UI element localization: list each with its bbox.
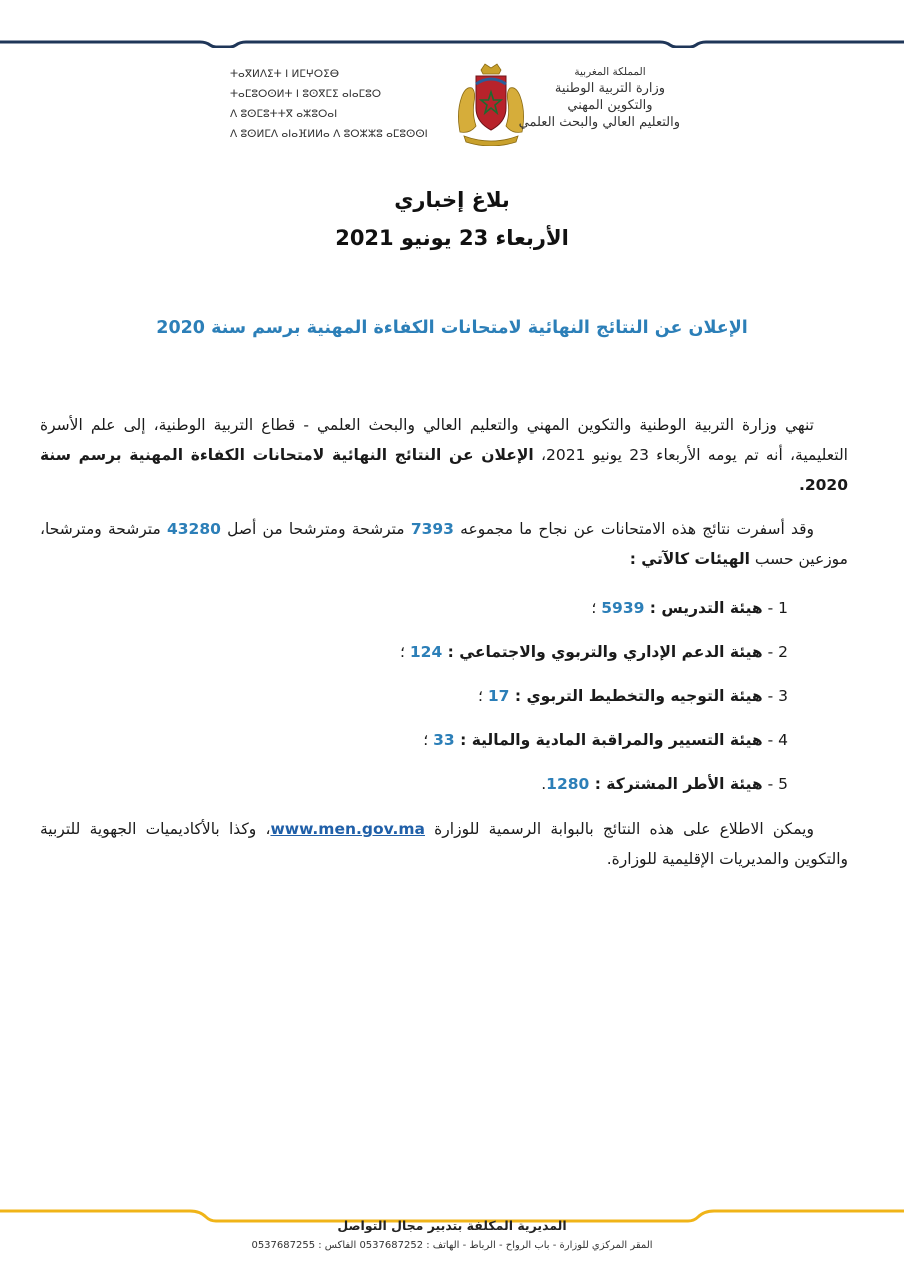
- tifinagh-line: ⵜⴰⴳⵍⴷⵉⵜ ⵏ ⵍⵎⵖⵔⵉⴱ: [230, 68, 340, 80]
- results-suffix: مترشحة ومترشحا، موزعين حسب: [40, 520, 848, 568]
- total-candidates: 43280: [166, 520, 221, 538]
- intro-bold-announcement: الإعلان عن النتائج النهائية لامتحانات الكفاءة المهنية برسم سنة 2020.: [40, 446, 848, 494]
- item-label: هيئة الدعم الإداري والتربوي والاجتماعي :: [442, 643, 763, 661]
- list-item: [40, 762, 848, 806]
- intro-line-1: تنهي وزارة التربية الوطنية والتكوين المهني والتعليم العالي والبحث العلمي - قطاع التربية الوطنية،: [153, 416, 814, 434]
- ministry-website-link[interactable]: www.men.gov.ma: [270, 820, 425, 838]
- passed-count: 7393: [410, 520, 454, 538]
- item-end: ؛: [423, 731, 434, 749]
- coat-of-arms-emblem: [454, 62, 528, 146]
- footer-address: المقر المركزي للوزارة - باب الرواح - الرباط - الهاتف : 0537687252 الفاكس : 0537687255: [251, 1240, 653, 1251]
- tifinagh-line: ⵜⴰⵎⵓⵔⵙⵍⵜ ⵏ ⵓⵙⴳⵎⵉ ⴰⵏⴰⵎⵓⵔ: [230, 88, 382, 100]
- tifinagh-ministry-name: [230, 64, 428, 144]
- results-bold-suffix: الهيئات كالآتي :: [629, 550, 750, 568]
- item-number: 4 -: [762, 731, 788, 749]
- intro-line-2: إلى علم الأسرة التعليمية، أنه تم يومه الأربعاء 23 يونيو 2021،: [40, 416, 848, 464]
- ministry-name: [518, 64, 680, 131]
- item-value: 5939: [601, 599, 645, 617]
- item-end: .: [541, 775, 547, 793]
- item-number: 3 -: [762, 687, 788, 705]
- ministry-line: المملكة المغربية: [574, 66, 646, 78]
- item-number: 2 -: [762, 643, 788, 661]
- list-item: [40, 586, 848, 630]
- paragraph-intro: [40, 410, 848, 500]
- ministry-line: والتكوين المهني: [567, 98, 653, 113]
- item-value: 17: [487, 687, 510, 705]
- access-prefix: ويمكن الاطلاع على هذه النتائج بالبوابة الرسمية للوزارة: [424, 820, 814, 838]
- access-suffix: ، وكذا بالأكاديميات الجهوية للتربية والتكوين والمديريات الإقليمية للوزارة.: [40, 820, 848, 868]
- item-end: ؛: [591, 599, 602, 617]
- top-rule: [0, 38, 904, 48]
- footer-directorate: المديرية المكلفة بتدبير مجال التواصل: [337, 1218, 567, 1233]
- categories-list: [40, 586, 848, 806]
- list-item: [40, 674, 848, 718]
- tifinagh-line: ⴷ ⵓⵙⵎⵓⵜⵜⴳ ⴰⵣⵓⵔⴰⵏ: [230, 108, 338, 120]
- item-end: ؛: [400, 643, 410, 661]
- item-label: هيئة التدريس :: [644, 599, 763, 617]
- paragraph-access: [40, 814, 848, 874]
- paragraph-results: [40, 514, 848, 574]
- document-body: [40, 410, 848, 874]
- item-end: ؛: [478, 687, 488, 705]
- item-value: 124: [409, 643, 443, 661]
- item-label: هيئة التوجيه والتخطيط التربوي :: [509, 687, 763, 705]
- results-prefix: وقد أسفرت نتائج هذه الامتحانات عن نجاح ما مجموعه: [453, 520, 814, 538]
- document-date: الأربعاء 23 يونيو 2021: [335, 226, 569, 250]
- item-label: هيئة الأطر المشتركة :: [589, 775, 763, 793]
- item-label: هيئة التسيير والمراقبة المادية والمالية :: [454, 731, 763, 749]
- item-value: 1280: [546, 775, 590, 793]
- list-item: [40, 718, 848, 762]
- item-number: 1 -: [762, 599, 788, 617]
- document-subject: الإعلان عن النتائج النهائية لامتحانات الكفاءة المهنية برسم سنة 2020: [156, 318, 748, 338]
- item-number: 5 -: [762, 775, 788, 793]
- list-item: [40, 630, 848, 674]
- ministry-line: والتعليم العالي والبحث العلمي: [518, 115, 680, 130]
- ministry-line: وزارة التربية الوطنية: [554, 81, 666, 96]
- document-title: بلاغ إخباري: [394, 188, 510, 212]
- item-value: 33: [433, 731, 455, 749]
- results-middle: مترشحة ومترشحا من أصل: [220, 520, 411, 538]
- tifinagh-line: ⴷ ⵓⵙⵍⵎⴷ ⴰⵏⴰⴼⵍⵍⴰ ⴷ ⵓⵔⵣⵣⵓ ⴰⵎⵓⵙⵙⵏ: [230, 128, 428, 140]
